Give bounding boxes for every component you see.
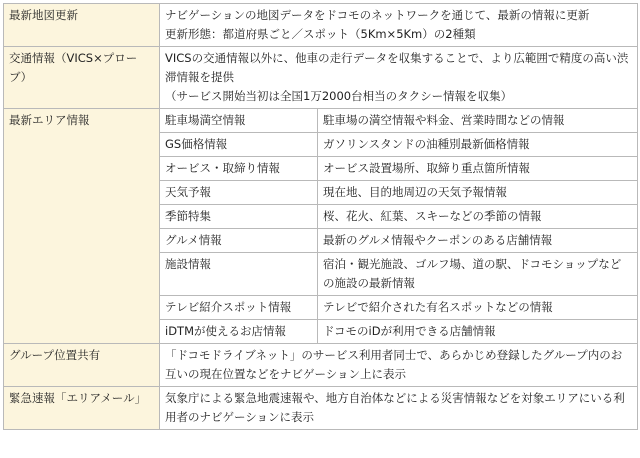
service-feature-table	[3, 3, 638, 430]
subitem-name: GS価格情報	[160, 133, 318, 157]
feature-label-area-mail: 緊急速報「エリアメール」	[4, 387, 160, 430]
table-row	[4, 4, 638, 47]
description-line: 気象庁による緊急地震速報や、地方自治体などによる災害情報などを対象エリアにいる利用者のナビゲーションに表示	[165, 391, 625, 424]
feature-label-map-update: 最新地図更新	[4, 4, 160, 47]
table-row	[4, 47, 638, 109]
subitem-description: テレビで紹介された有名スポットなどの情報	[318, 296, 638, 320]
table-row	[4, 344, 638, 387]
subitem-description: ガソリンスタンドの油種別最新価格情報	[318, 133, 638, 157]
subitem-name: グルメ情報	[160, 229, 318, 253]
subitem-name: 駐車場満空情報	[160, 109, 318, 133]
subitem-name: オービス・取締り情報	[160, 157, 318, 181]
subitem-description: 宿泊・観光施設、ゴルフ場、道の駅、ドコモショップなどの施設の最新情報	[318, 253, 638, 296]
description-line: VICSの交通情報以外に、他車の走行データを収集することで、より広範囲で精度の高い渋滞情報を提供	[165, 51, 629, 84]
feature-description-group-location	[160, 344, 638, 387]
subitem-name: 天気予報	[160, 181, 318, 205]
description-line: ナビゲーションの地図データをドコモのネットワークを通じて、最新の情報に更新	[165, 8, 590, 22]
subitem-name: テレビ紹介スポット情報	[160, 296, 318, 320]
subitem-name: iDTMが使えるお店情報	[160, 320, 318, 344]
subitem-name: 施設情報	[160, 253, 318, 296]
table-row	[4, 387, 638, 430]
table-row	[4, 109, 638, 133]
feature-label-group-location: グループ位置共有	[4, 344, 160, 387]
feature-description-map-update	[160, 4, 638, 47]
subitem-description: ドコモのiDが利用できる店舗情報	[318, 320, 638, 344]
description-line: （サービス開始当初は全国1万2000台相当のタクシー情報を収集）	[165, 89, 513, 103]
description-line: 「ドコモドライブネット」のサービス利用者同士で、あらかじめ登録したグループ内のお互いの現在位置などをナビゲーション上に表示	[165, 348, 623, 381]
description-line: 更新形態：都道府県ごと／スポット（5Km×5Km）の2種類	[165, 27, 476, 41]
feature-label-area-info: 最新エリア情報	[4, 109, 160, 344]
subitem-description: 現在地、目的地周辺の天気予報情報	[318, 181, 638, 205]
feature-description-area-mail	[160, 387, 638, 430]
subitem-description: 駐車場の満空情報や料金、営業時間などの情報	[318, 109, 638, 133]
feature-description-traffic	[160, 47, 638, 109]
feature-label-traffic: 交通情報（VICS×プローブ）	[4, 47, 160, 109]
subitem-description: 桜、花火、紅葉、スキーなどの季節の情報	[318, 205, 638, 229]
subitem-description: オービス設置場所、取締り重点箇所情報	[318, 157, 638, 181]
subitem-name: 季節特集	[160, 205, 318, 229]
subitem-description: 最新のグルメ情報やクーポンのある店舗情報	[318, 229, 638, 253]
